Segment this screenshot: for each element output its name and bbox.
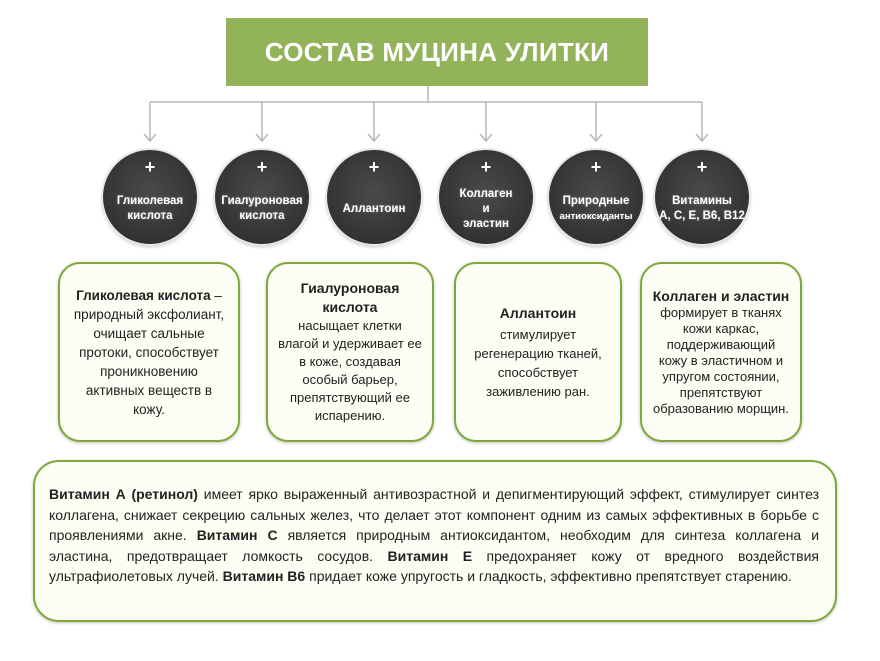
card-body: природный эксфолиант, очищает сальные протоки, способствует проникновению активных веществ в кожу.: [73, 306, 225, 417]
card-allantoin: [454, 262, 622, 442]
vitamins-description: [33, 460, 837, 622]
card-hyaluronic-acid: [266, 262, 434, 442]
node-label: Коллаген и эластин: [459, 187, 513, 230]
plus-icon: +: [590, 157, 602, 177]
node-label-sub: антиоксиданты: [559, 211, 633, 222]
node-label: Гликолевая кислота: [116, 195, 184, 222]
node-label: Гиалуроновая кислота: [221, 195, 303, 222]
plus-icon: +: [480, 157, 492, 177]
vitamin-c-text: является природным антиоксидантом, необходим для синтеза коллагена и эластина, предотвращает ломкость сосудов.: [49, 527, 820, 564]
node-label-main: Природные: [562, 195, 630, 207]
node-allantoin: [327, 150, 421, 244]
vitamin-b6-text: придает коже упругость и гладкость, эффективно препятствует старению.: [305, 568, 792, 584]
card-title-suffix: –: [210, 287, 222, 303]
node-label: Витамины А, С, Е, В6, В12: [659, 195, 745, 222]
vitamin-a-title: Витамин А (ретинол): [49, 486, 198, 502]
vitamin-e-text: предохраняет кожу от вредного воздействия ультрафиолетовых лучей.: [49, 547, 819, 584]
node-collagen-elastin: [439, 150, 533, 244]
node-antioxidants: [549, 150, 643, 244]
vitamin-a-text: имеет ярко выраженный антивозрастной и депигментирующий эффект, стимулирует синтез коллагена, снижает секрецию сальных желез, что делает этот компонент одним из самых эффективных в борьбе с проявлениями акне.: [49, 486, 819, 543]
node-label: [551, 184, 641, 234]
diagram-title: СОСТАВ МУЦИНА УЛИТКИ: [226, 18, 648, 86]
plus-icon: +: [144, 157, 156, 177]
plus-icon: +: [256, 157, 268, 177]
plus-icon: +: [368, 157, 380, 177]
card-body: стимулирует регенерацию тканей, способствует заживлению ран.: [474, 326, 602, 399]
node-glycolic-acid: [103, 150, 197, 244]
vitamin-e-title: Витамин Е: [387, 547, 473, 564]
plus-icon: +: [696, 157, 708, 177]
node-label: Аллантоин: [342, 202, 406, 215]
node-hyaluronic-acid: [215, 150, 309, 244]
card-body: насыщает клетки влагой и удерживает ее в коже, создавая особый барьер, препятствующий ее испарению.: [278, 318, 422, 423]
card-title: Гликолевая кислота: [76, 287, 211, 303]
vitamin-b6-title: Витамин В6: [222, 568, 306, 584]
card-title: Гиалуроновая кислота: [300, 280, 400, 315]
card-body: формирует в тканях кожи каркас, поддерживающий кожу в эластичном и упругом состоянии, препятствуют образованию морщин.: [653, 304, 789, 416]
vitamin-c-title: Витамин С: [196, 527, 278, 543]
node-vitamins: [655, 150, 749, 244]
card-title: Аллантоин: [499, 304, 577, 321]
card-title: Коллаген и эластин: [652, 287, 790, 304]
card-glycolic-acid: [58, 262, 240, 442]
card-collagen-elastin: [640, 262, 802, 442]
